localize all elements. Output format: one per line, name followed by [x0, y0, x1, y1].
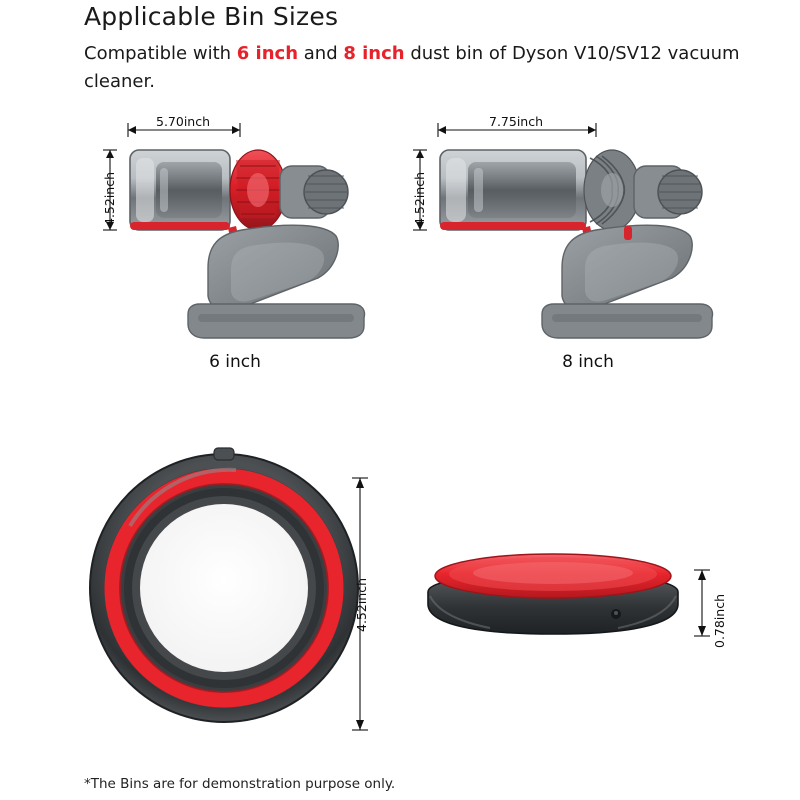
seal-side-illustration [420, 540, 750, 670]
thickness-label-seal: 0.78inch [712, 593, 727, 648]
vacuum-6inch-illustration [90, 118, 390, 378]
seal-top-illustration [86, 440, 386, 740]
caption-6inch: 6 inch [209, 352, 261, 372]
subtitle-highlight-6inch: 6 inch [236, 43, 299, 64]
footnote: *The Bins are for demonstration purpose only. [84, 776, 396, 792]
width-label-8inch: 7.75inch [486, 114, 546, 129]
height-label-6inch: 4.52inch [102, 171, 117, 226]
subtitle-part-1: Compatible with [84, 43, 237, 64]
cyclone-gray-cluster-8inch [584, 150, 640, 230]
figure-vacuum-6inch [90, 114, 390, 378]
subtitle-part-3: dust bin of Dyson V10/SV12 vacuum cleaner. [84, 43, 740, 92]
figure-vacuum-8inch [400, 114, 720, 378]
thickness-dimension-line [694, 570, 710, 636]
vacuum-8inch-illustration [400, 118, 720, 378]
height-label-8inch: 4.52inch [412, 171, 427, 226]
figure-seal-top-view [86, 440, 386, 740]
page-subtitle [84, 40, 744, 96]
diameter-label-seal: 4.52inch [354, 577, 369, 632]
cyclone-red-cluster-6inch [230, 150, 286, 230]
subtitle-part-2: and [298, 43, 344, 64]
page-title: Applicable Bin Sizes [84, 2, 339, 31]
width-label-6inch: 5.70inch [153, 114, 213, 129]
subtitle-highlight-8inch: 8 inch [343, 43, 405, 64]
figure-seal-side-view [420, 540, 750, 670]
caption-8inch: 8 inch [562, 352, 614, 372]
